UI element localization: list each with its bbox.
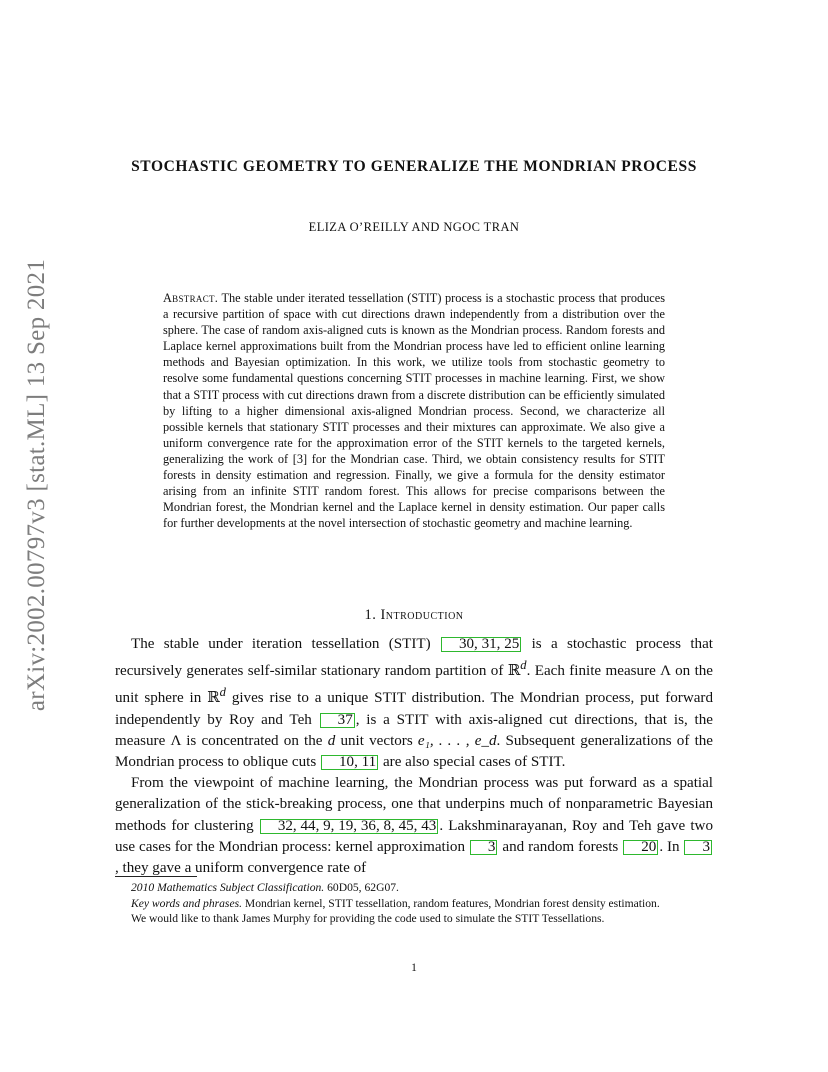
text-run: are also special cases of STIT. — [382, 754, 566, 771]
abstract-label: Abstract. — [163, 291, 219, 305]
citation-link[interactable]: 20 — [623, 840, 658, 855]
math-superscript: d — [219, 685, 226, 700]
math-inline: e₁, . . . , e_d — [417, 732, 497, 749]
citation-link[interactable]: 3 — [684, 840, 712, 855]
text-run: is a stochastic process that recursively generates self-similar stationary random partition of ℝ — [115, 636, 713, 680]
text-run: . Lakshminarayanan, Roy and Teh gave two use cases for the Mondrian process: kernel approximation — [115, 817, 713, 855]
page-number: 1 — [411, 962, 417, 974]
text-run: From the viewpoint of machine learning, the Mondrian process was put forward as a spatial generalization of the stick-breaking process, one that underpins much of nonparametric Bayesian methods for clustering — [115, 775, 713, 834]
text-run: unit vectors — [340, 732, 413, 749]
text-run: . In — [659, 838, 680, 855]
intro-paragraph-1 — [115, 634, 713, 773]
abstract — [163, 290, 665, 531]
footnote-keywords-label: Key words and phrases. — [131, 896, 243, 910]
section-title: Introduction — [380, 607, 464, 623]
footnotes — [115, 880, 713, 927]
footnote-msc-text: 60D05, 62G07. — [327, 881, 399, 894]
text-run: The stable under iteration tessellation (STIT) — [131, 636, 431, 652]
citation-link[interactable]: 3 — [470, 840, 498, 855]
footnote-thanks: We would like to thank James Murphy for providing the code used to simulate the STIT Tessellations. — [131, 912, 605, 926]
text-run: gives rise to a unique STIT distribution. The Mondrian process, put forward independently by Roy and Teh — [115, 690, 713, 728]
paper-authors: ELIZA O’REILLY AND NGOC TRAN — [308, 220, 520, 234]
abstract-text: The stable under iterated tessellation (STIT) process is a stochastic process that produces a recursive partition of space with cut directions drawn independently from a distribution over the sphere. The case of random axis-aligned cuts is known as the Mondrian process. Random forests and Laplace kernel approximations built from the Mondrian process have led to efficient online learning methods and Bayesian optimization. In this work, we utilize tools from stochastic geometry to resolve some fundamental questions concerning STIT processes in machine learning. First, we show that a STIT process with cut directions drawn from a discrete distribution can be efficiently simulated by lifting to a higher dimensional axis-aligned Mondrian process. Second, we characterize all possible kernels that stationary STIT processes and their mixtures can approximate. We also give a uniform convergence rate for the approximation error of the STIT kernels to the targeted kernels, generalizing the work of [3] for the Mondrian case. Third, we obtain consistency results for STIT forests in density estimation and regression. Finally, we give a formula for the density estimator arising from an infinite STIT random forest. This allows for precise comparisons between the Mondrian forest, the Mondrian kernel and the Laplace kernel in density estimation. Our paper calls for further developments at the novel intersection of stochastic geometry and machine learning. — [163, 291, 666, 531]
arxiv-identifier-stamp — [22, 258, 52, 712]
section-number: 1. — [364, 607, 377, 623]
footnote-msc — [115, 880, 713, 896]
math-inline: d — [327, 732, 336, 749]
citation-link[interactable]: 37 — [320, 713, 355, 728]
text-run: and random forests — [502, 838, 619, 855]
citation-link[interactable]: 10, 11 — [321, 755, 378, 770]
footnote-keywords — [115, 896, 713, 912]
footnote-keywords-text: Mondrian kernel, STIT tessellation, random features, Mondrian forest density estimation. — [244, 896, 660, 910]
text-run: , is a STIT with axis-aligned cut directions, that is, the measure Λ is concentrated on the — [115, 711, 713, 749]
text-run: , they gave a uniform convergence rate of — [115, 860, 367, 877]
citation-link[interactable]: 32, 44, 9, 19, 36, 8, 45, 43 — [260, 819, 438, 834]
text-run: . Each finite measure Λ on the unit sphere in ℝ — [115, 663, 714, 707]
text-run: . Subsequent generalizations of the Mondrian process to oblique cuts — [115, 732, 714, 771]
footnote-divider — [115, 876, 197, 877]
math-superscript: d — [520, 658, 527, 673]
arxiv-identifier-text: arXiv:2002.00797v3 [stat.ML] 13 Sep 2021 — [23, 258, 51, 712]
introduction-body — [115, 634, 713, 879]
section-heading-introduction — [115, 607, 713, 624]
intro-paragraph-2 — [115, 773, 713, 879]
paper-title: STOCHASTIC GEOMETRY TO GENERALIZE THE MONDRIAN PROCESS — [131, 158, 697, 175]
footnote-msc-label: 2010 Mathematics Subject Classification. — [131, 881, 325, 894]
citation-link[interactable]: 30, 31, 25 — [441, 637, 521, 652]
